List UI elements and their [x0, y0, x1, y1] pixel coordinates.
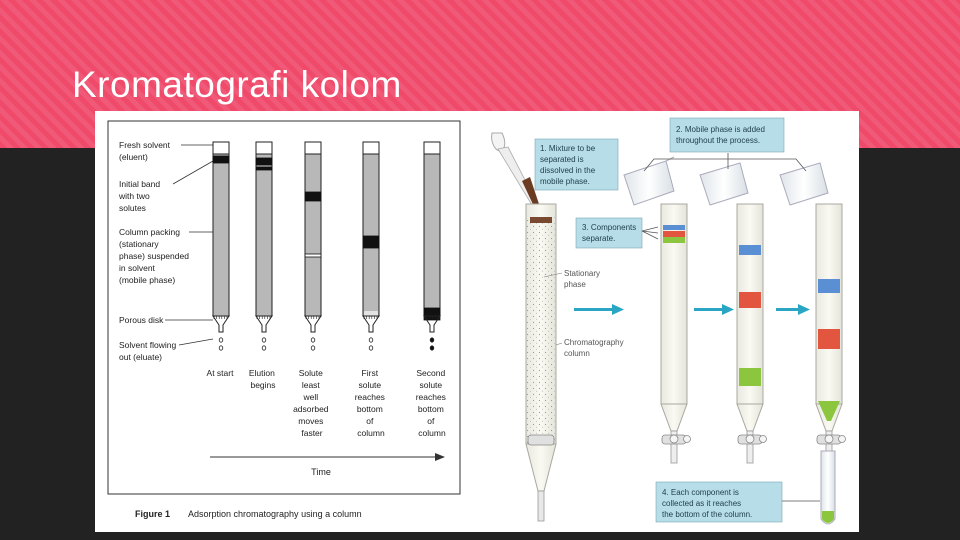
column-stage-3: [305, 142, 321, 350]
label-initial-band: Initial band with two solutes: [119, 179, 161, 213]
callout-2: [670, 118, 784, 152]
time-arrow: [210, 453, 445, 461]
figure-caption-text: Adsorption chromatography using a column: [188, 509, 362, 519]
column-chromatography-illustration: [478, 111, 859, 532]
callout-1: [535, 139, 618, 190]
svg-text:4. Each component is c: 4. Each component is collected as it reaches the bottom of the column.: [662, 488, 753, 519]
slide-title: Kromatografi kolom: [72, 64, 402, 105]
time-label: Time: [311, 467, 331, 477]
beaker-icon-2: [700, 163, 748, 205]
label-porous-disk: Porous disk: [119, 315, 164, 325]
test-tube-icon: [821, 451, 835, 524]
adsorption-figure: [95, 111, 478, 532]
column-step-2: [661, 204, 691, 463]
stopcock-valve-1: [528, 435, 554, 445]
column-stage-1: [213, 142, 229, 350]
figure-caption-number: Figure 1: [135, 509, 171, 519]
column-initial: [526, 204, 556, 491]
svg-text:2. Mobile phase is added: 2. Mobile phase is added throughout the process.: [676, 125, 765, 145]
label-stationary-phase: Stationary phase: [564, 269, 601, 289]
column-stage-4: [363, 142, 379, 350]
beaker-icon-1: [624, 157, 674, 205]
process-arrow-3: [776, 304, 810, 315]
stage-label-second-solute: Second solute reaches bottom of column: [415, 368, 446, 438]
column-stage-5: [424, 142, 440, 350]
stage-label-elution: Elution begins: [248, 368, 276, 390]
column-step-4: [816, 204, 846, 463]
column-sequence: [661, 204, 846, 463]
callout-3: [576, 218, 658, 248]
label-chromatography-column: Chromatography column: [564, 338, 624, 358]
process-arrow-1: [574, 304, 624, 315]
stage-label-at-start: At start: [206, 368, 234, 378]
label-fresh-solvent: Fresh solvent (eluent): [119, 140, 171, 162]
column-stage-2: [256, 142, 272, 350]
stage-label-solute-least: Solute least well adsorbed moves faster: [293, 368, 329, 438]
beaker-icon-3: [780, 163, 828, 205]
svg-text:1. Mixture to be separ: 1. Mixture to be separated is dissolved in the mobile phase.: [540, 144, 596, 186]
callout-4: [656, 482, 820, 522]
column-step-3: [737, 204, 767, 463]
label-solvent-flowing: Solvent flowing out (eluate): [119, 340, 177, 362]
stage-label-first-solute: First solute reaches bottom of column: [354, 368, 385, 438]
svg-text:3. Components separate: 3. Components separate.: [582, 223, 637, 243]
process-arrow-2: [694, 304, 734, 315]
stopcock-icon: [538, 491, 544, 521]
label-column-packing: Column packing (stationary phase) suspended in solvent (mobile phase): [119, 227, 189, 285]
column-stages: [213, 142, 440, 350]
